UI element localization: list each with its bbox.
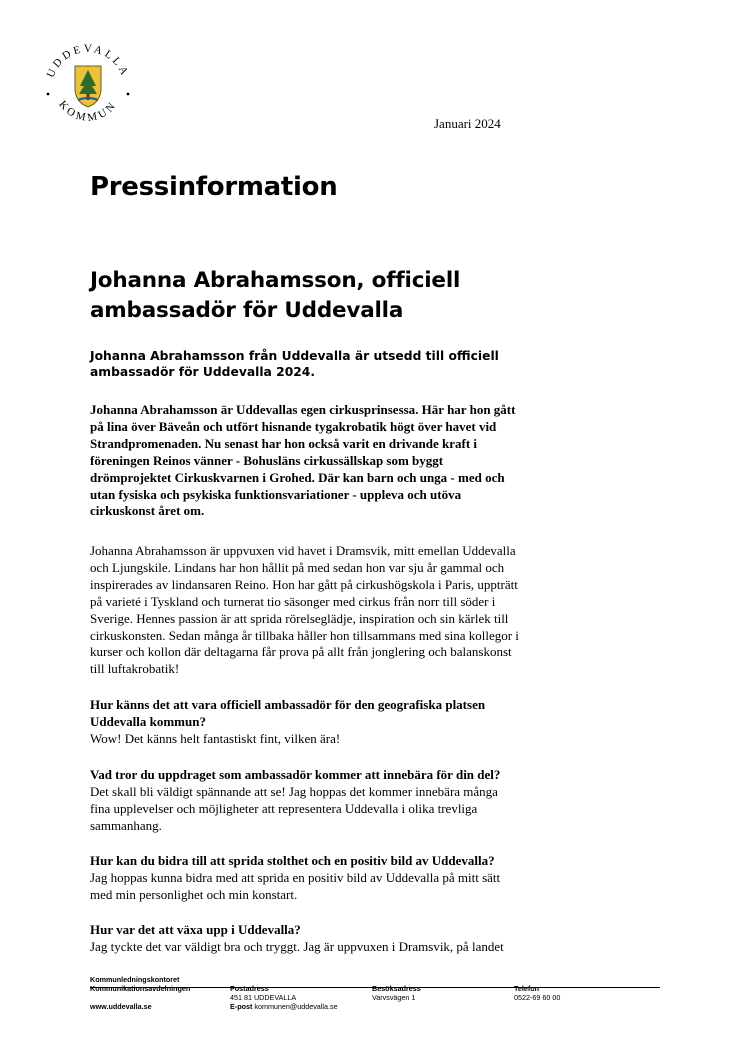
body-line: inspirerades av lindansaren Reino. Hon har gått på cirkushögskola i Paris, uppträtt <box>90 576 518 592</box>
lead-line: Johanna Abrahamsson är Uddevallas egen cirkusprinsessa. Här har hon gått <box>90 402 516 417</box>
footer-telefon-label: Telefon <box>514 984 540 993</box>
page-footer <box>90 975 660 1011</box>
ingress-line: ambassadör för Uddevalla 2024. <box>90 365 316 379</box>
body-line: Sverige. Hennes passion är att sprida rörelseglädje, inspiration och sin kärlek till <box>90 610 509 626</box>
footer-besok-label: Besöksadress <box>372 984 421 993</box>
body-paragraph <box>90 543 610 678</box>
question-line: Vad tror du uppdraget som ambassadör kommer att innebära för din del? <box>90 767 501 782</box>
lead-paragraph <box>90 402 600 520</box>
footer-subdepartment: Kommunikationsavdelningen <box>90 984 191 993</box>
qa-question <box>90 922 610 939</box>
qa-question <box>90 767 610 784</box>
body-line: Johanna Abrahamsson är uppvuxen vid havet i Dramsvik, mitt emellan Uddevalla <box>90 543 516 558</box>
qa-block <box>90 922 610 956</box>
logo-text-top: UDDEVALLA <box>44 42 132 80</box>
body-line: till luftakrobatik! <box>90 661 180 677</box>
answer-line: med min personlighet och min konstart. <box>90 886 298 902</box>
answer-line: Jag tyckte det var väldigt bra och tryggt. Jag är uppvuxen i Dramsvik, på landet <box>90 938 504 954</box>
coat-of-arms-icon <box>75 66 101 107</box>
qa-block <box>90 767 610 835</box>
answer-line: sammanhang. <box>90 817 162 833</box>
lead-line: utan fysiska och psykiska funktionsvariationer - uppleva och utöva <box>90 486 462 502</box>
lead-line: drömprojektet Cirkuskvarnen i Grohed. Där kan barn och unga - med och <box>90 469 505 485</box>
question-line: Hur känns det att vara officiell ambassadör för den geografiska platsen <box>90 697 486 712</box>
press-date: Januari 2024 <box>434 116 501 131</box>
article-headline <box>90 266 610 326</box>
body-line: och Ljungskile. Lindans har hon hållit på med sedan hon var sju år gammal och <box>90 559 505 575</box>
headline-line: ambassadör för Uddevalla <box>90 298 404 323</box>
answer-line: Wow! Det känns helt fantastiskt fint, vilken ära! <box>90 730 341 746</box>
qa-question <box>90 697 610 731</box>
body-line: kurser och kollon där deltagarna får prova på allt från jonglering och balanskonst <box>90 644 512 660</box>
ingress-line: Johanna Abrahamsson från Uddevalla är utsedd till officiell <box>90 349 499 363</box>
qa-question <box>90 853 610 870</box>
footer-department: Kommunledningskontoret <box>90 975 180 984</box>
footer-postadress-label: Postadress <box>230 984 269 993</box>
article-ingress <box>90 348 560 380</box>
qa-answer <box>90 939 610 956</box>
logo-text-bottom: KOMMUN <box>56 98 120 125</box>
lead-line: cirkuskonst året om. <box>90 503 205 519</box>
uddevalla-kommun-logo <box>40 36 136 128</box>
qa-block <box>90 697 610 748</box>
footer-website-link[interactable]: www.uddevalla.se <box>90 1002 152 1011</box>
question-line: Uddevalla kommun? <box>90 713 206 729</box>
footer-postadress: 451 81 UDDEVALLA <box>230 993 297 1002</box>
footer-email-link[interactable]: kommunen@uddevalla.se <box>254 1002 338 1011</box>
lead-line: Strandpromenaden. Nu senast har hon också varit en drivande kraft i <box>90 435 478 451</box>
answer-line: fina upplevelser och möjligheter att representera Uddevalla i olika trevliga <box>90 800 478 816</box>
question-line: Hur kan du bidra till att sprida stolthet och en positiv bild av Uddevalla? <box>90 853 495 868</box>
headline-line: Johanna Abrahamsson, officiell <box>90 268 461 293</box>
body-line: på varieté i Tyskland och turnerat tio säsonger med cirkus från norr till söder i <box>90 593 496 609</box>
answer-line: Det skall bli väldigt spännande att se! Jag hoppas det kommer innebära många <box>90 783 498 799</box>
qa-answer <box>90 731 610 748</box>
answer-line: Jag hoppas kunna bidra med att sprida en positiv bild av Uddevalla på mitt sätt <box>90 869 501 885</box>
lead-line: på lina över Bäveån och utfört hisnande tygakrobatik högt över havet vid <box>90 418 497 434</box>
question-line: Hur var det att växa upp i Uddevalla? <box>90 922 301 937</box>
lead-line: föreningen Reinos vänner - Bohusläns cirkussällskap som byggt <box>90 452 444 468</box>
footer-email-label: E-post <box>230 1002 253 1011</box>
footer-email[interactable] <box>230 1002 338 1011</box>
footer-besoksadress: Varvsvägen 1 <box>372 993 416 1002</box>
qa-answer <box>90 784 610 835</box>
body-line: cirkuskonsten. Sedan många år tillbaka håller hon tillsammans med sina kollegor i <box>90 627 519 643</box>
qa-answer <box>90 870 610 904</box>
footer-telefon[interactable]: 0522-69 60 00 <box>514 993 561 1002</box>
qa-block <box>90 853 610 904</box>
page-title: Pressinformation <box>90 172 338 202</box>
